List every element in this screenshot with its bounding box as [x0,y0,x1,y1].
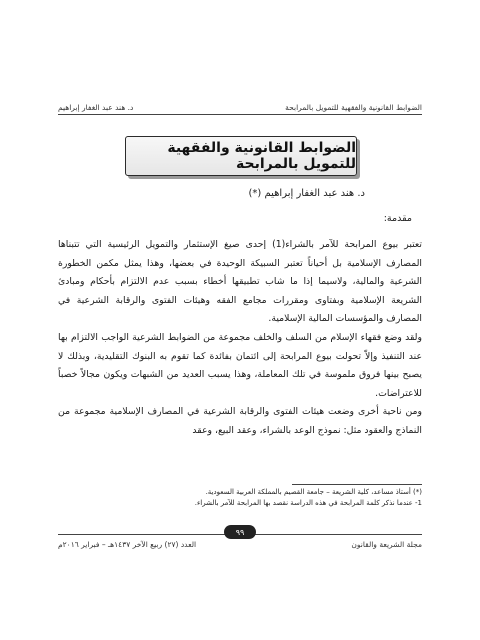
article-title-box [125,136,357,176]
body-text [58,236,422,441]
footnote-author-affiliation: (*) أستاذ مساعد، كلية الشريعة – جامعة القصيم بالمملكة العربية السعودية. [205,488,422,496]
article-title: الضوابط القانونية والفقهية للتمويل بالمرابحة [167,140,356,172]
footnotes [58,487,422,509]
footer-journal-name: مجلة الشريعة والقانون [351,540,422,549]
header-divider [58,114,422,115]
author-line: د. هند عبد الغفار إبراهيم (*) [248,188,365,199]
footnote-divider [292,484,422,485]
running-footer [58,540,422,549]
header-article-title: الضوابط القانونية والفقهية للتمويل بالمرابحة [285,103,422,112]
header-author-name: د. هند عبد الغفار إبراهيم [58,103,134,112]
paragraph-1: تعتبر بيوع المرابحة للآمر بالشراء(1) إحدى صيغ الإستثمار والتمويل الرئيسية التي تتبناها المصارف الإسلامية بل أحياناً تعتبر السبيكة الوحيدة في بعضها، وهذا يمثل مكمن الخطورة الشرعية والمالية، ولاسيما إذا ما شاب تطبيقها أخطاء بسبب عدم الالتزام بأحكام ومبادئ الشريعة الإسلامية وبفتاوى ومقررات مجامع الفقه وهيئات الفتوى والرقابة الشرعية في المصارف والمؤسسات المالية الإسلامية. [58,239,423,325]
footnote-1: 1- عندما نذكر كلمة المرابحة في هذه الدراسة نقصد بها المرابحة للآمر بالشراء. [194,499,422,507]
paragraph-2: ولقد وضع فقهاء الإسلام من السلف والخلف مجموعة من الضوابط الشرعية الواجب الالتزام بها عند التنفيذ وإلاّ تحولت بيوع المرابحة إلى ائتمان بفائدة كما تقوم به البنوك التقليدية، وبذلك لا يصبح بينها فروق ملموسة في تلك المعاملة، وهذا يسبب العديد من الشبهات ويكون مجالاً خصباً للاعتراضات. [58,331,422,399]
footer-issue-info: العدد (٢٧) ربيع الآخر ١٤٣٧هـ – فبراير ٢٠١٦م [58,540,197,549]
paragraph-3: ومن ناحية أخرى وضعت هيئات الفتوى والرقابة الشرعية في المصارف الإسلامية مجموعة من النماذج والعقود مثل: نموذج الوعد بالشراء، وعقد البيع، وعقد [58,406,422,436]
running-header [58,98,422,112]
page-number-badge: ٩٩ [224,525,256,539]
section-heading-intro: مقدمة: [383,213,412,224]
